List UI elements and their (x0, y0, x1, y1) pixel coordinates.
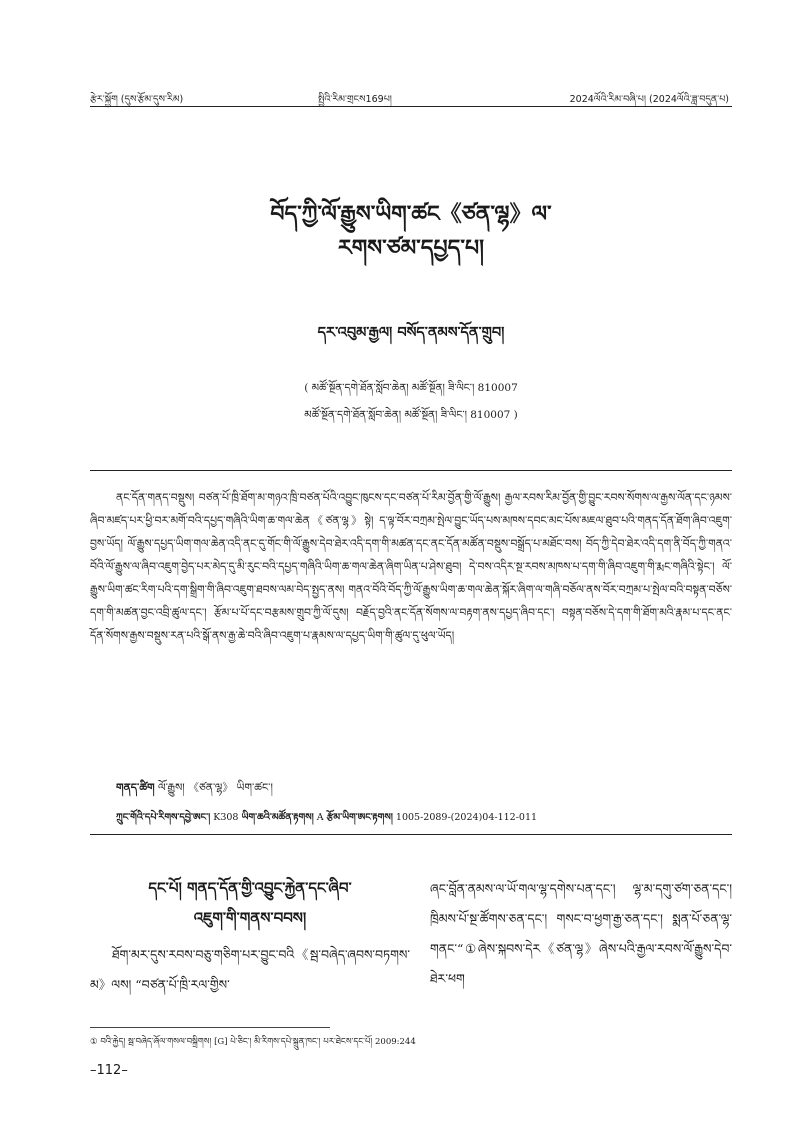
clc-value: K308 (213, 812, 239, 823)
abstract-bottom-rule (90, 834, 732, 835)
keywords-text: ལོ་རྒྱུས། 《ཙན་ལྷ》 ཡིག་ཚང་། (158, 781, 273, 794)
affiliation-line-1: ( མཚོ་སྔོན་དགེ་ཐོན་སློབ་ཆེན། མཚོ་སྔོན། ཟི་ལིང་། 810007 (304, 382, 518, 394)
body-right-column: ཞང་བློན་ནམས་ལ་ཡོ་གལ་ལྷ་དགེས་པན་དང་། ལྷ་མ་དགུ་ཙག་ཅན་དང་། ཁྲིམས་པོ་སྔ་ཚོགས་ཅན་དང་། གསང་བ་ཕྱག་རྒྱ་ཅན་དང་། སྨན་པོ་ཅན་ལྷ་གནང་“①ཞེས་སྐབས་དེར《ཙན་ལྷ》ཞེས་པའི་རྒྱལ་རབས་ལོ་རྒྱུས་དེབ་ཐེར་ཕག (430, 881, 732, 986)
clc-label: ཀྲུང་གོའི་དཔེ་རིགས་དབྱེ་ཨང་། (116, 812, 211, 823)
article-title-line-2: རགས་ཙམ་དཔྱད་པ། (338, 236, 484, 261)
footnote: ① བའི་རྐྱེད། སྦ་བཞེད་ཞོལ་གསལ་བསྐྲིགས། [G] པེ་ཅིང་། མི་རིགས་དཔེ་སྐྲུན་ཁང་། པར་ཐེངས་དང་པོ། 2009:244 (90, 1037, 416, 1047)
article-id-value: 1005-2089-(2024)04-112-011 (395, 812, 538, 823)
affiliation-line-2: མཚོ་སྔོན་དགེ་ཐོན་སློབ་ཆེན། མཚོ་སྔོན། ཟི་ལིང་། 810007 ) (304, 409, 518, 421)
classification-ids (116, 806, 732, 833)
running-header-left: རྩེར་སྐྱོག (དུས་རྩོམ་དུས་རིམ) (90, 94, 184, 105)
article-id-label: རྩོམ་ཡིག་ཨང་རྟགས། (326, 812, 393, 823)
section-heading-line-1: དང་པོ། གནད་དོན་གྱི་འབྱུང་རྐྱེན་དང་ཞིབ་ (148, 879, 352, 897)
running-header-center: སྤྱིའི་རིམ་གྲངས169པ། (318, 94, 392, 105)
page-number: –112– (90, 1063, 128, 1078)
doc-code-label: ཡིག་ཆའི་མཚོན་རྟགས། (241, 812, 314, 823)
author-names: དར་འབུམ་རྒྱལ། བསོད་ནམས་དོན་གྲུབ། (317, 325, 505, 341)
keywords (116, 775, 732, 806)
doc-code-value: A (316, 812, 324, 823)
body-left-column: ཐོག་མར་དུས་རབས་བཅུ་གཅིག་པར་བྱུང་བའི《སྦ་བཞེད་ཞབས་བཏགས་མ》ལས། “བཙན་པོ་ཁྲི་རལ་གྱིས་ (90, 947, 410, 992)
header-rule (90, 106, 732, 107)
abstract-top-rule (90, 470, 732, 471)
abstract-text: ནང་དོན་གནད་བསྡུས། བཙན་པོ་ཁྲི་ཐོག་མ་གཉའ་ཁྲི་བཙན་པོའི་འབྱུང་ཁུངས་དང་བཙན་པོ་རིམ་བྱོན་གྱི་ལོ་རྒྱུས། རྒྱལ་རབས་རིམ་བྱོན་གྱི་བྱུང་རབས་སོགས་ལ་རྒྱས་ལོན་དང་ཉམས་ཞིབ་མཛད་པར་ཕྱི་བར་མགོ་བའི་དཔྱད་གཞིའི་ཡིག་ཆ་གལ་ཆེན《ཙན་ལྷ》སྟེ། ད་ལྟ་བོར་བཀྲམ་སྤེལ་བྱུང་ཡོད་པས་མཁས་དབང་མང་པོས་མཇལ་ཐུབ་པའི་གནད་དོན་ཐོག་ཞིབ་འཇུག་བྱས་ཡོད། ལོ་རྒྱུས་དཔྱད་ཡིག་གལ་ཆེན་འདི་ནང་དུ་གོང་གི་ལོ་རྒྱུས་དེབ་ཐེར་འདི་དག་གི་མཚན་དང་ནང་དོན་མཚོན་བསྡུས་བསྒྲོད་པ་མཐོང་བས། བོད་ཀྱི་དེབ་ཐེར་འདི་དག་ནི་བོད་ཀྱི་གནའ་བོའི་ལོ་རྒྱུས་ལ་ཞིབ་འཇུག་བྱེད་པར་མེད་དུ་མི་རུང་བའི་དཔྱད་གཞིའི་ཡིག་ཆ་གལ་ཆེན་ཞིག་ཡིན་པ་ཤེས་ཐུབ། དེ་བས་འདིར་སྔ་རབས་མཁས་པ་དག་གི་ཞིབ་འཇུག་གི་རྨང་གཞིའི་སྟེང་། ལོ་རྒྱུས་ཡིག་ཚང་རིག་པའི་དག་སྒྲིག་གི་ཞིབ་འཇུག་ཐབས་ལམ་བེད་སྤྱད་ནས། གནའ་བོའི་བོད་ཀྱི་ལོ་རྒྱུས་ཡིག་ཆ་གལ་ཆེན་སྐོར་ཞིག་ལ་གཞི་བཅོལ་ནས་བོར་བཀྲམ་པ་སྤེལ་བའི་བསྟན་བཅོས་དག་གི་མཚན་བྱང་འབྲི་ཚུལ་དང་། རྩོམ་པ་པོ་དང་བརྩམས་གྲུབ་ཀྱི་ལོ་དུས། བརྗོད་བྱའི་ནང་དོན་སོགས་ལ་བརྟག་ནས་དཔྱད་ཞིབ་དང་། བསྟན་བཅོས་དེ་དག་གི་ཐོག་མའི་རྣམ་པ་དང་ནང་དོན་སོགས་རྒྱས་བསྡུས་རན་པའི་སྒོ་ནས་རྒྱ་ཆེ་བའི་ཞིབ་འཇུག་པ་རྣམས་ལ་དཔྱད་ཡིག་གི་ཚུལ་དུ་ཕུལ་ཡོད། (90, 491, 732, 642)
keywords-label: གནད་ཚིག (116, 781, 155, 794)
article-title-line-1: བོད་ཀྱི་ལོ་རྒྱུས་ཡིག་ཚང《ཙན་ལྷ》ལ་ (270, 202, 552, 227)
running-header-right: 2024ལོའི་རིམ་བཞི་པ། (2024ལོའི་ཟླ་བདུན་པ) (569, 94, 729, 105)
footnote-rule (90, 1027, 330, 1028)
section-heading-line-2: འཇུག་གི་གནས་བབས། (193, 909, 307, 927)
